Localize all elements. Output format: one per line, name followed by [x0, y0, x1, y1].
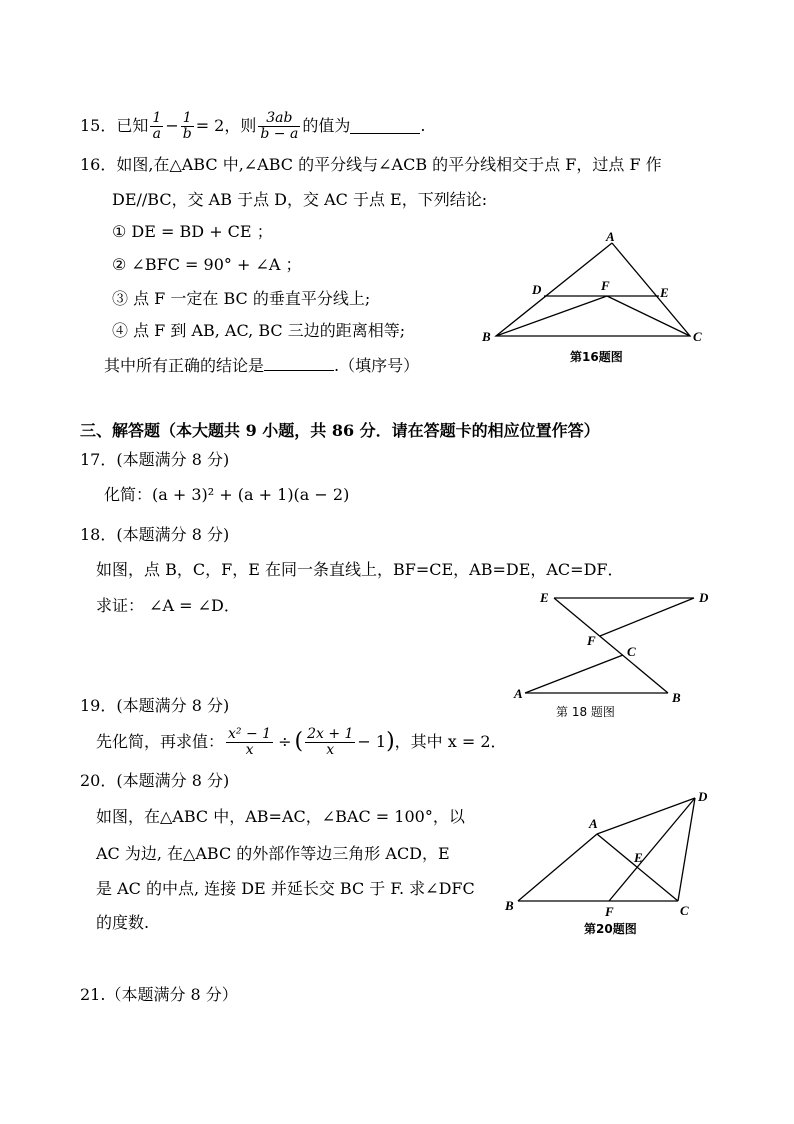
- q20-line4: 的度数.: [96, 913, 150, 932]
- q19-divide: ÷: [278, 732, 292, 751]
- q18-label-c: C: [627, 644, 636, 659]
- q15-fraction-3ab: $\frac{3ab}{b - a}$: [260, 109, 299, 142]
- q16-segment-bf: [496, 296, 607, 336]
- q16-option-3: ③ 点 F 一定在 BC 的垂直平分线上;: [112, 289, 371, 308]
- q16-caption: 第16题图: [570, 350, 623, 364]
- q16-line1: 16．如图,在△ABC 中,∠ABC 的平分线与∠ACB 的平分线相交于点 F，过点 F 作: [80, 155, 662, 174]
- q20-label-d: D: [698, 789, 708, 804]
- q16-figure: [478, 228, 718, 373]
- q15-equals: = 2，则: [195, 116, 257, 135]
- q16-option-4: ④ 点 F 到 AB, AC, BC 三边的距离相等;: [112, 321, 406, 340]
- q17-title: 17．(本题满分 8 分): [80, 450, 230, 469]
- q15-answer-blank[interactable]: [350, 119, 420, 134]
- q20-label-e: E: [634, 850, 643, 865]
- q18-caption: 第 18 题图: [556, 705, 615, 719]
- q19-text-simplify: 先化简，再求值：: [96, 732, 225, 751]
- q19-paren-open: (: [294, 729, 304, 754]
- q16-option-1: ① DE = BD + CE ；: [112, 222, 273, 241]
- section3-heading: 三、解答题（本大题共 9 小题，共 86 分．请在答题卡的相应位置作答）: [80, 421, 600, 440]
- q19-fraction-1: $\frac{\text{x² − 1}}{x}$: [228, 725, 272, 758]
- q19-body: [96, 722, 507, 762]
- q15-fraction-1-over-a: $\frac{1}{a}$: [152, 109, 162, 142]
- q18-label-d: D: [699, 590, 709, 605]
- q16-label-b: B: [482, 329, 491, 344]
- q20-line1: 如图，在△ABC 中，AB=AC，∠BAC = 100°，以: [96, 807, 465, 826]
- q16-label-a: A: [606, 229, 615, 244]
- q18-line2: 求证： ∠A = ∠D．: [96, 596, 240, 615]
- q15-text-given: 已知: [116, 116, 149, 135]
- q16-segment-cf: [607, 296, 690, 336]
- q16-label-d: D: [532, 282, 542, 297]
- q18-segment-ac: [525, 655, 623, 693]
- q21-title: 21.（本题满分 8 分）: [80, 985, 238, 1004]
- q16-ask: 其中所有正确的结论是: [104, 356, 265, 375]
- q15-minus: −: [165, 116, 179, 135]
- q18-title: 18．(本题满分 8 分): [80, 525, 230, 544]
- q15-fraction-1-over-b: $\frac{1}{b}$: [182, 109, 192, 142]
- q19-paren-close: ): [386, 729, 395, 754]
- q19-minus-one: − 1: [357, 732, 387, 751]
- q16-label-f: F: [601, 278, 610, 293]
- q18-label-e: E: [540, 590, 549, 605]
- q16-option-2: ② ∠BFC = 90° + ∠A ；: [112, 255, 302, 274]
- q18-label-f: F: [587, 633, 596, 648]
- q18-label-a: A: [514, 686, 523, 701]
- q15: [80, 104, 425, 148]
- q20-caption: 第20题图: [584, 922, 637, 936]
- q18-segment-eb: [554, 598, 668, 693]
- q17-body: 化简：(a + 3)² + (a + 1)(a − 2): [104, 485, 350, 504]
- q20-segment-ab: [518, 834, 597, 901]
- q18-line1: 如图，点 B，C，F，E 在同一条直线上，BF=CE，AB=DE，AC=DF．: [96, 560, 624, 579]
- q20-label-b: B: [505, 898, 514, 913]
- q20-label-f: F: [605, 904, 614, 919]
- q20-segment-cd: [678, 798, 695, 901]
- q16-label-c: C: [693, 329, 702, 344]
- q16-question: [104, 356, 419, 374]
- q15-text-value: 的值为: [302, 116, 351, 135]
- q16-ask-end: .（填序号）: [334, 356, 420, 375]
- q20-line2: AC 为边, 在△ABC 的外部作等边三角形 ACD，E: [96, 844, 450, 863]
- q20-label-a: A: [589, 816, 598, 831]
- q19-fraction-2: $\frac{2x + 1}{x}$: [307, 725, 354, 758]
- q16-answer-blank[interactable]: [264, 356, 334, 371]
- q19-text-where: ，其中 x = 2．: [394, 732, 507, 751]
- q16-line2: DE//BC，交 AB 于点 D，交 AC 于点 E，下列结论:: [112, 190, 488, 209]
- q15-end: .: [420, 116, 426, 135]
- q18-figure: [508, 585, 718, 725]
- q20-label-c: C: [680, 903, 689, 918]
- q18-label-b: B: [672, 690, 681, 705]
- q18-segment-fd: [600, 598, 694, 636]
- q15-number: 15．: [80, 116, 117, 135]
- q16-label-e: E: [660, 285, 669, 300]
- q20-line3: 是 AC 的中点, 连接 DE 并延长交 BC 于 F. 求∠DFC: [96, 879, 475, 898]
- q20-title: 20．(本题满分 8 分): [80, 771, 230, 790]
- q19-title: 19．(本题满分 8 分): [80, 696, 230, 715]
- q20-figure: [500, 786, 720, 941]
